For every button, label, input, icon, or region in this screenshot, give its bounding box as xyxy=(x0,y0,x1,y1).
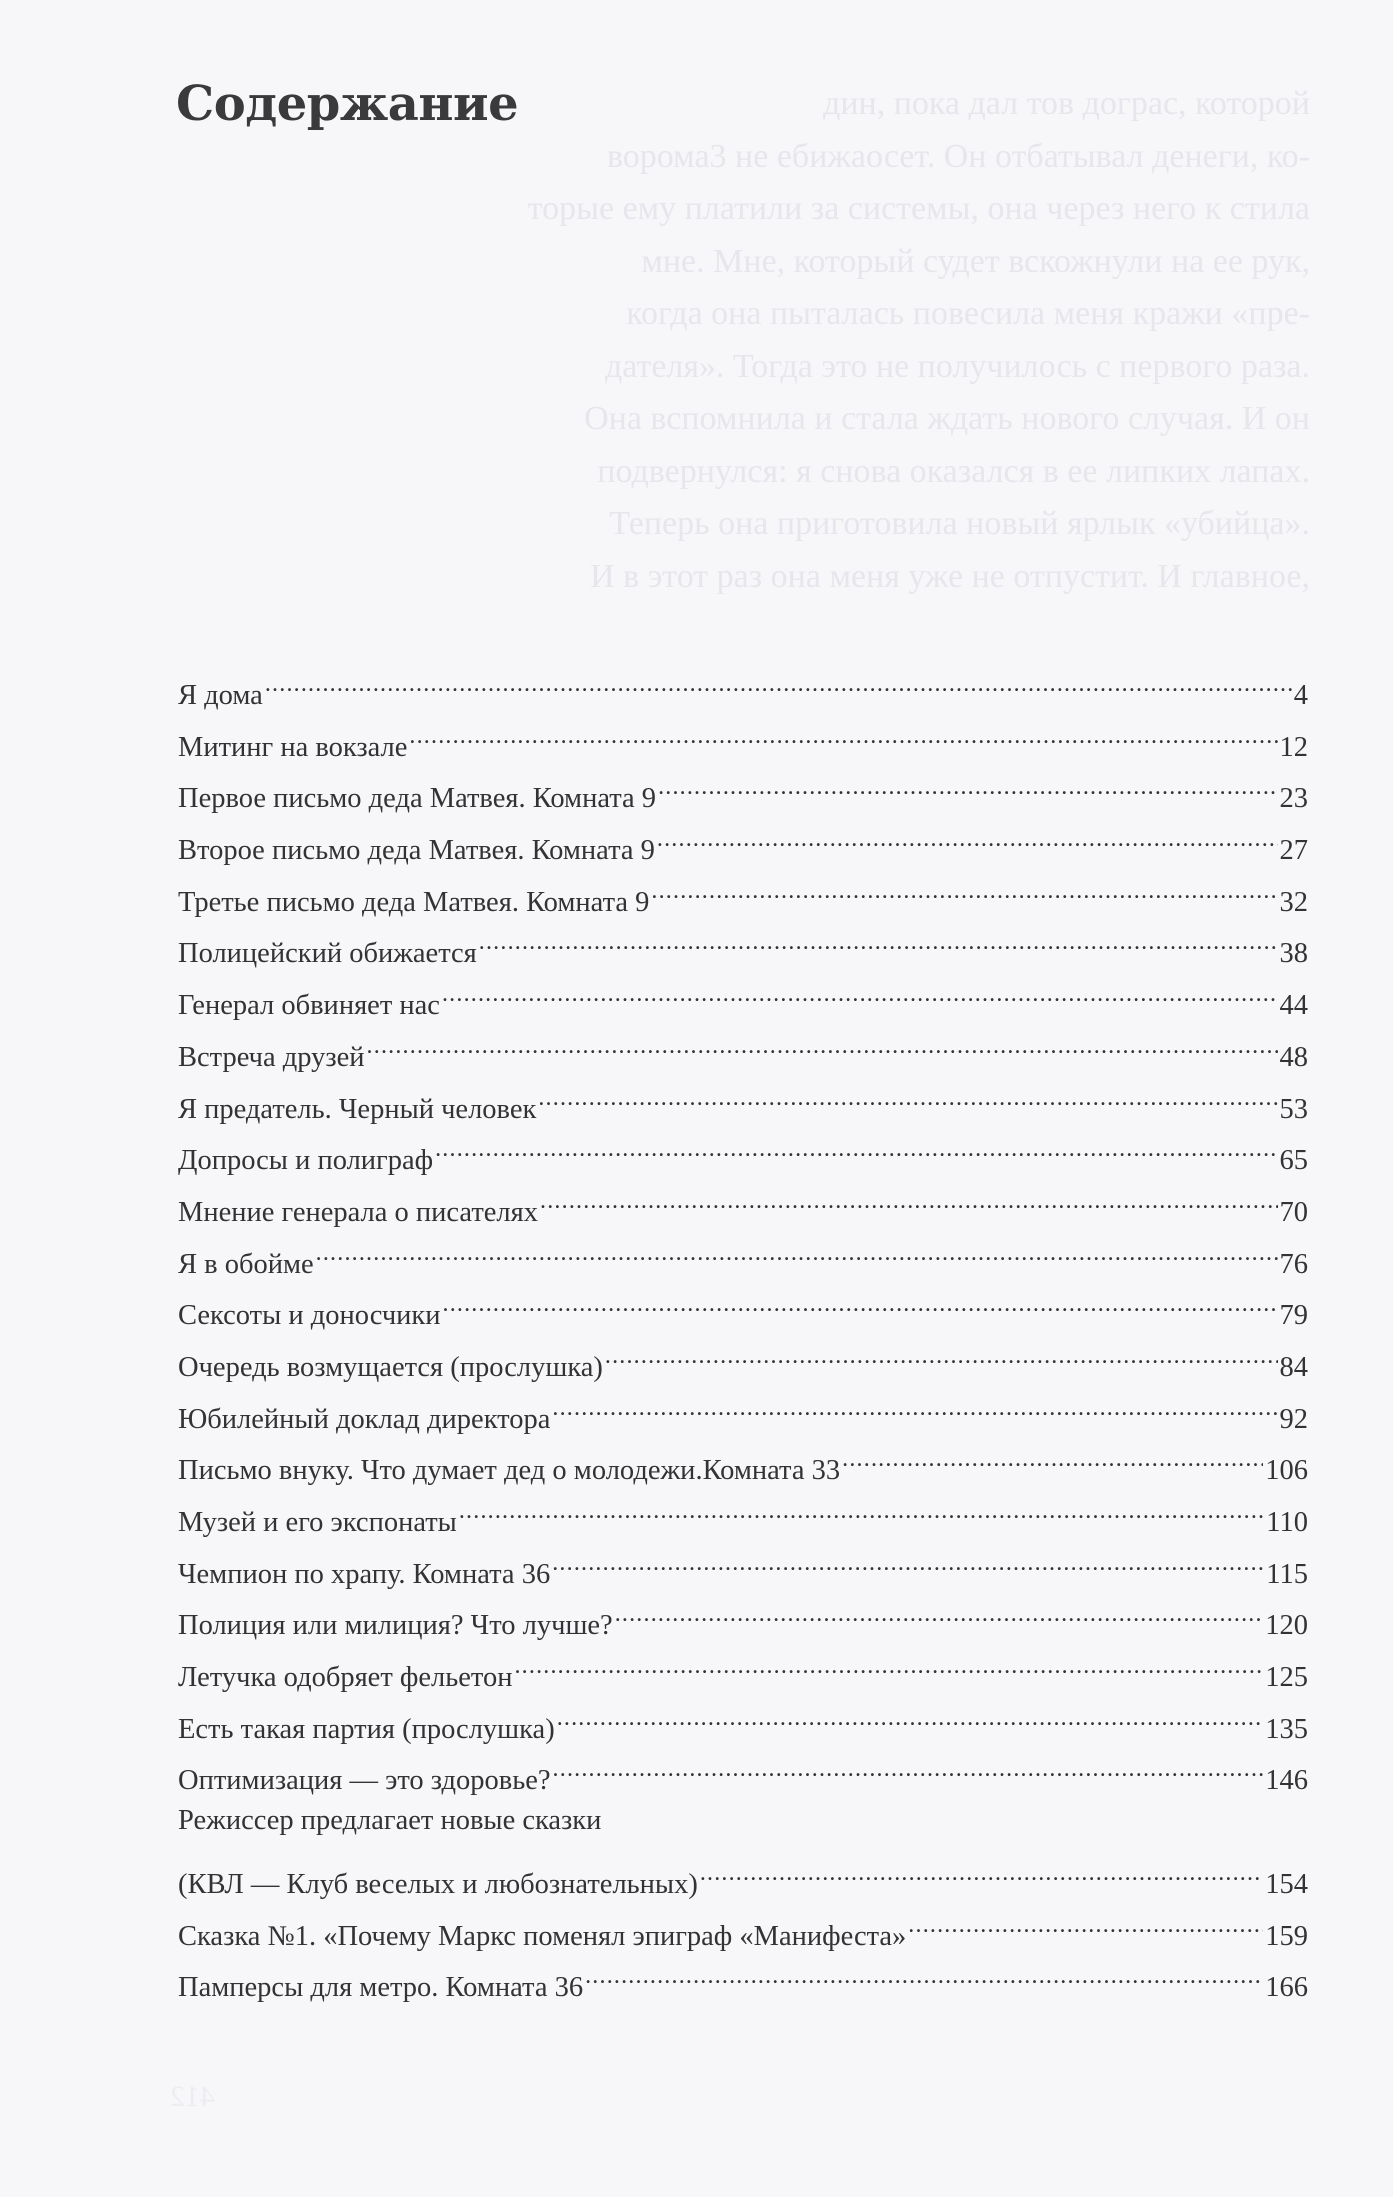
toc-entry xyxy=(178,1388,1308,1440)
toc-entry-page: 106 xyxy=(1265,1455,1308,1487)
toc-entry xyxy=(178,1181,1308,1233)
toc-entry-title: Митинг на вокзале xyxy=(178,731,408,763)
toc-entry xyxy=(178,819,1308,871)
toc-entry-page: 146 xyxy=(1265,1765,1308,1797)
toc-entry-continued-head xyxy=(178,1801,1308,1853)
toc-entry xyxy=(178,1233,1308,1285)
dot-leader xyxy=(409,716,1277,756)
toc-entry-title: Сказка №1. «Почему Маркс поменял эпиграф «Манифеста» xyxy=(178,1920,907,1952)
toc-entry-page: 135 xyxy=(1265,1713,1308,1745)
toc-entry-title: Третье письмо деда Матвея. Комната 9 xyxy=(178,886,650,918)
toc-entry xyxy=(178,922,1308,974)
dot-leader xyxy=(443,1284,1278,1324)
toc-entry-page: 70 xyxy=(1279,1196,1308,1228)
dot-leader xyxy=(514,1646,1263,1686)
dot-leader xyxy=(479,922,1278,962)
toc-entry xyxy=(178,1905,1308,1957)
dot-leader xyxy=(605,1336,1278,1376)
toc-entry-title: Очередь возмущается (прослушка) xyxy=(178,1351,603,1383)
toc-entry xyxy=(178,1284,1308,1336)
toc-entry xyxy=(178,716,1308,768)
dot-leader xyxy=(842,1439,1263,1479)
dot-leader xyxy=(459,1491,1264,1531)
toc-entry xyxy=(178,1078,1308,1130)
toc-entry-title: Допросы и полиграф xyxy=(178,1145,434,1177)
dot-leader xyxy=(651,871,1277,911)
toc-entry-page: 120 xyxy=(1265,1610,1308,1642)
bleed-line: Она вспомнила и стала ждать нового случая. И он xyxy=(584,400,1310,437)
toc-entry-title: Полицейский обижается xyxy=(178,938,477,970)
dot-leader xyxy=(265,664,1292,704)
toc-entry-page: 125 xyxy=(1265,1662,1308,1694)
toc-entry-title: Второе письмо деда Матвея. Комната 9 xyxy=(178,835,655,867)
toc-entry-title: (КВЛ — Клуб веселых и любознательных) xyxy=(178,1868,698,1900)
toc-entry-page: 48 xyxy=(1279,1041,1308,1073)
toc-entry-page: 76 xyxy=(1279,1248,1308,1280)
toc-entry-title: Памперсы для метро. Комната 36 xyxy=(178,1972,584,2004)
bleed-line: ворома3 не ебижаосет. Он отбатывал денеги, ко- xyxy=(606,137,1310,175)
dot-leader xyxy=(553,1749,1264,1789)
toc-entry-title-line1: Режиссер предлагает новые сказки xyxy=(178,1805,602,1837)
toc-entry xyxy=(178,871,1308,923)
toc-entry-page: 84 xyxy=(1279,1351,1308,1383)
toc-entry-page: 12 xyxy=(1279,731,1308,763)
toc-entry-title: Генерал обвиняет нас xyxy=(178,990,440,1022)
toc-entry xyxy=(178,1749,1308,1801)
toc-entry-page: 4 xyxy=(1293,680,1308,711)
bleed-line: Теперь она приготовила новый ярлык «убийца». xyxy=(609,505,1310,542)
toc-entry-title: Я предатель. Черный человек xyxy=(178,1093,537,1125)
toc-entry-page: 92 xyxy=(1279,1403,1308,1435)
table-of-contents xyxy=(178,664,1308,2008)
bleed-line: подвернулся: я снова оказался в ее липких лапах. xyxy=(597,452,1310,490)
toc-entry-title: Сексоты и доносчики xyxy=(178,1300,441,1332)
toc-entry xyxy=(178,1543,1308,1595)
toc-entry xyxy=(178,1491,1308,1543)
dot-leader xyxy=(435,1129,1277,1169)
dot-leader xyxy=(700,1853,1263,1893)
toc-entry-page: 79 xyxy=(1279,1300,1308,1332)
dot-leader xyxy=(615,1594,1264,1634)
dot-leader xyxy=(557,1698,1264,1738)
dot-leader xyxy=(552,1543,1264,1583)
toc-entry-title: Оптимизация — это здоровье? xyxy=(178,1765,551,1797)
dot-leader xyxy=(538,1078,1277,1118)
page-title: Содержание xyxy=(176,76,519,132)
toc-entry xyxy=(178,1026,1308,1078)
dot-leader xyxy=(908,1905,1263,1945)
toc-entry-title: Полиция или милиция? Что лучше? xyxy=(178,1610,613,1642)
dot-leader xyxy=(585,1956,1263,1996)
toc-entry xyxy=(178,1956,1308,2008)
toc-entry-title: Я дома xyxy=(178,680,263,711)
dot-leader xyxy=(316,1233,1278,1273)
toc-entry-page: 27 xyxy=(1279,835,1308,867)
toc-entry xyxy=(178,1439,1308,1491)
toc-entry xyxy=(178,1129,1308,1181)
toc-entry xyxy=(178,664,1308,716)
toc-entry-title: Встреча друзей xyxy=(178,1041,365,1073)
toc-entry xyxy=(178,974,1308,1026)
toc-entry-page: 159 xyxy=(1265,1920,1308,1952)
toc-entry-title: Я в обойме xyxy=(178,1248,314,1280)
bleed-line: И в этот раз она меня уже не отпустит. И главное, xyxy=(590,557,1310,595)
toc-entry-page: 115 xyxy=(1266,1558,1308,1590)
dot-leader xyxy=(367,1026,1278,1066)
toc-entry-page: 23 xyxy=(1279,783,1308,815)
toc-entry-title: Первое письмо деда Матвея. Комната 9 xyxy=(178,783,657,815)
bleed-line: дин, пока дал тов дограс, которой xyxy=(823,85,1310,122)
dot-leader xyxy=(552,1388,1277,1428)
bleed-line: торые ему платили за системы, она через него к стила xyxy=(527,190,1310,227)
toc-entry-title: Юбилейный доклад директора xyxy=(178,1403,551,1435)
toc-entry xyxy=(178,1698,1308,1750)
toc-entry xyxy=(178,1853,1308,1905)
bleed-line: дателя». Тогда это не получилось с первого раза. xyxy=(604,347,1310,385)
toc-entry xyxy=(178,767,1308,819)
dot-leader xyxy=(658,767,1277,807)
dot-leader xyxy=(442,974,1278,1014)
toc-entry-page: 110 xyxy=(1266,1507,1308,1538)
toc-entry xyxy=(178,1336,1308,1388)
dot-leader xyxy=(540,1181,1277,1221)
toc-entry-title: Летучка одобряет фельетон xyxy=(178,1662,513,1694)
toc-entry-title: Есть такая партия (прослушка) xyxy=(178,1713,555,1745)
toc-entry-page: 38 xyxy=(1279,938,1308,970)
toc-entry-page: 166 xyxy=(1265,1972,1308,2004)
bleed-page-number: 412 xyxy=(170,2080,215,2113)
toc-entry-title: Музей и его экспонаты xyxy=(178,1507,457,1538)
toc-entry-page: 32 xyxy=(1279,886,1308,918)
toc-entry xyxy=(178,1594,1308,1646)
bleed-line: мне. Мне, который судет вскожнули на ее рук, xyxy=(641,242,1310,280)
toc-entry-page: 154 xyxy=(1265,1868,1308,1900)
toc-entry xyxy=(178,1646,1308,1698)
toc-entry-title: Чемпион по храпу. Комната 36 xyxy=(178,1558,551,1590)
toc-entry-page: 44 xyxy=(1279,990,1308,1022)
dot-leader xyxy=(657,819,1278,859)
toc-entry-page: 53 xyxy=(1279,1093,1308,1125)
toc-entry-title: Мнение генерала о писателях xyxy=(178,1196,539,1228)
bleed-line: когда она пыталась повесила меня кражи «пре- xyxy=(626,295,1310,332)
toc-entry-title: Письмо внуку. Что думает дед о молодежи.Комната 33 xyxy=(178,1455,841,1487)
toc-entry-page: 65 xyxy=(1279,1145,1308,1177)
